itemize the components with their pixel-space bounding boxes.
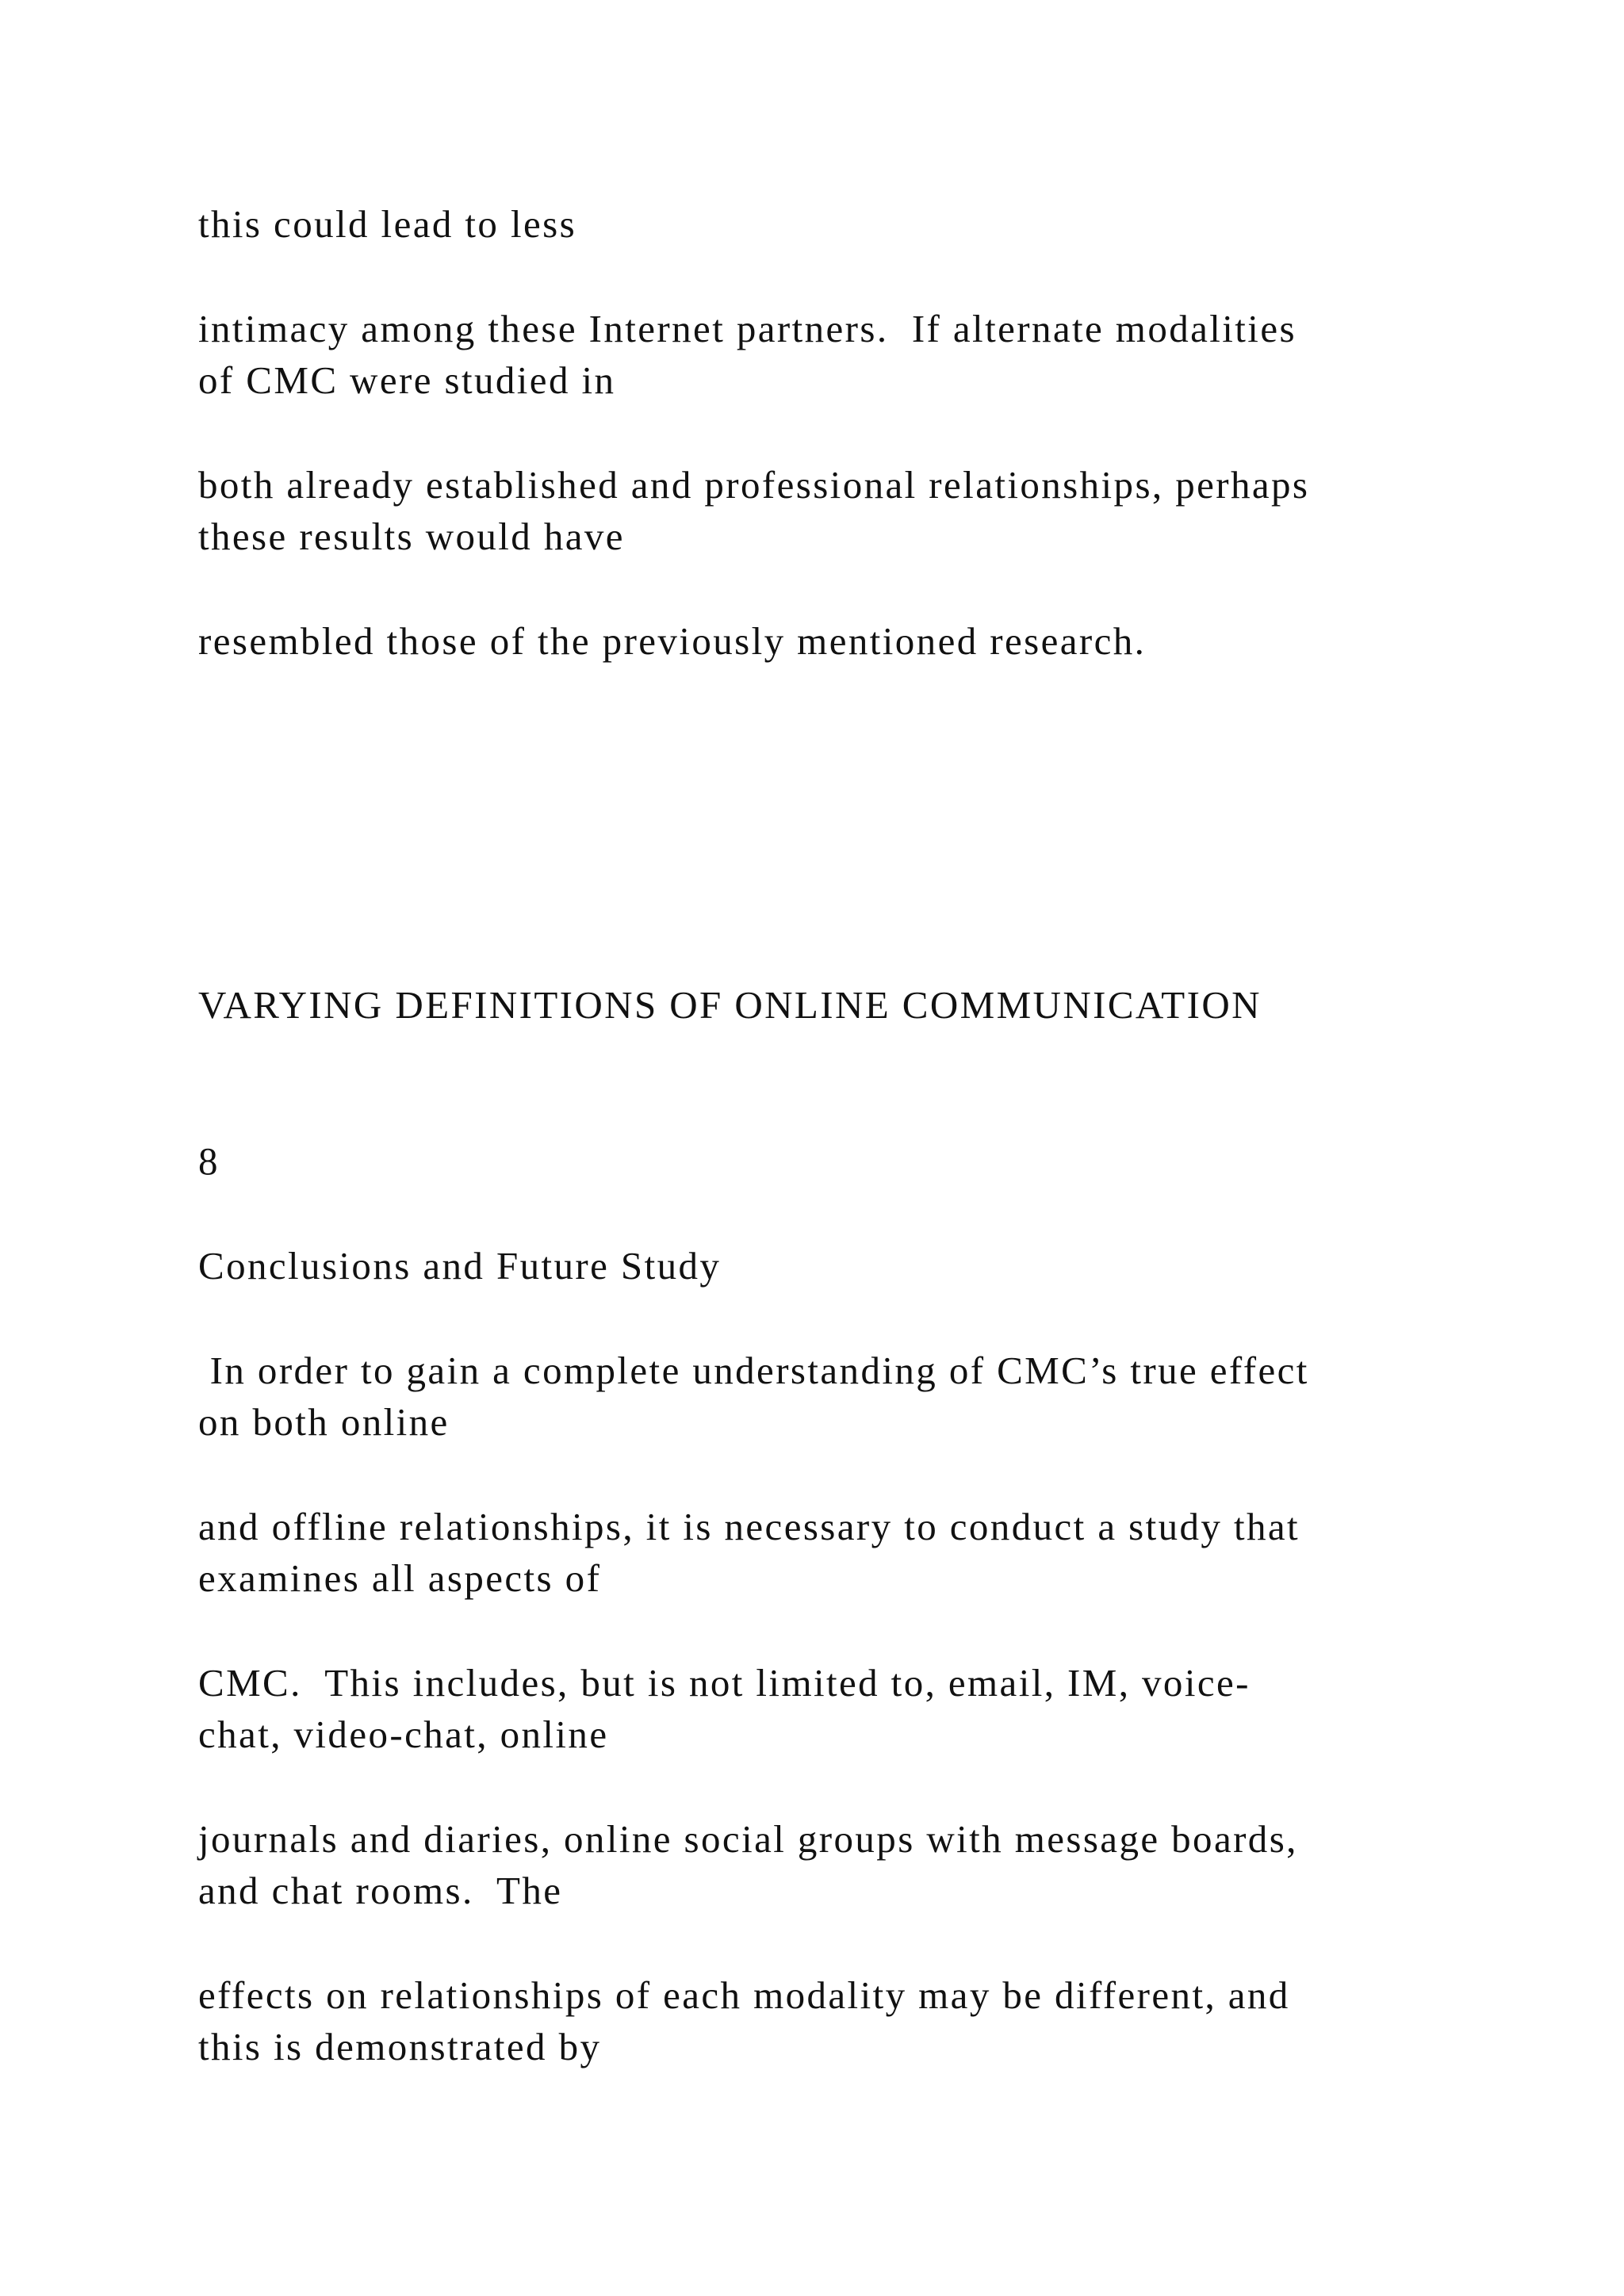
text-line: these results would have bbox=[198, 515, 625, 558]
text-line: examines all aspects of bbox=[198, 1556, 602, 1600]
text-line: resembled those of the previously mentioned research. bbox=[198, 619, 1147, 663]
text-line: intimacy among these Internet partners. If alternate modalities bbox=[198, 307, 1297, 350]
text-line: this could lead to less bbox=[198, 202, 577, 246]
text-line: CMC. This includes, but is not limited to, email, IM, voice- bbox=[198, 1661, 1251, 1705]
text-line: on both online bbox=[198, 1400, 450, 1444]
page-number: 8 bbox=[198, 1139, 220, 1183]
running-head: VARYING DEFINITIONS OF ONLINE COMMUNICATION bbox=[198, 983, 1262, 1027]
text-line: and chat rooms. The bbox=[198, 1869, 563, 1912]
text-line: journals and diaries, online social groups with message boards, bbox=[198, 1817, 1298, 1861]
text-line: of CMC were studied in bbox=[198, 358, 616, 402]
text-line: this is demonstrated by bbox=[198, 2025, 602, 2068]
text-line: and offline relationships, it is necessary to conduct a study that bbox=[198, 1505, 1300, 1548]
section-heading: Conclusions and Future Study bbox=[198, 1244, 722, 1288]
text-line: chat, video-chat, online bbox=[198, 1712, 609, 1756]
text-line: both already established and professional relationships, perhaps bbox=[198, 463, 1310, 507]
text-line: effects on relationships of each modality may be different, and bbox=[198, 1973, 1290, 2017]
text-line: In order to gain a complete understanding of CMC’s true effect bbox=[198, 1349, 1309, 1392]
